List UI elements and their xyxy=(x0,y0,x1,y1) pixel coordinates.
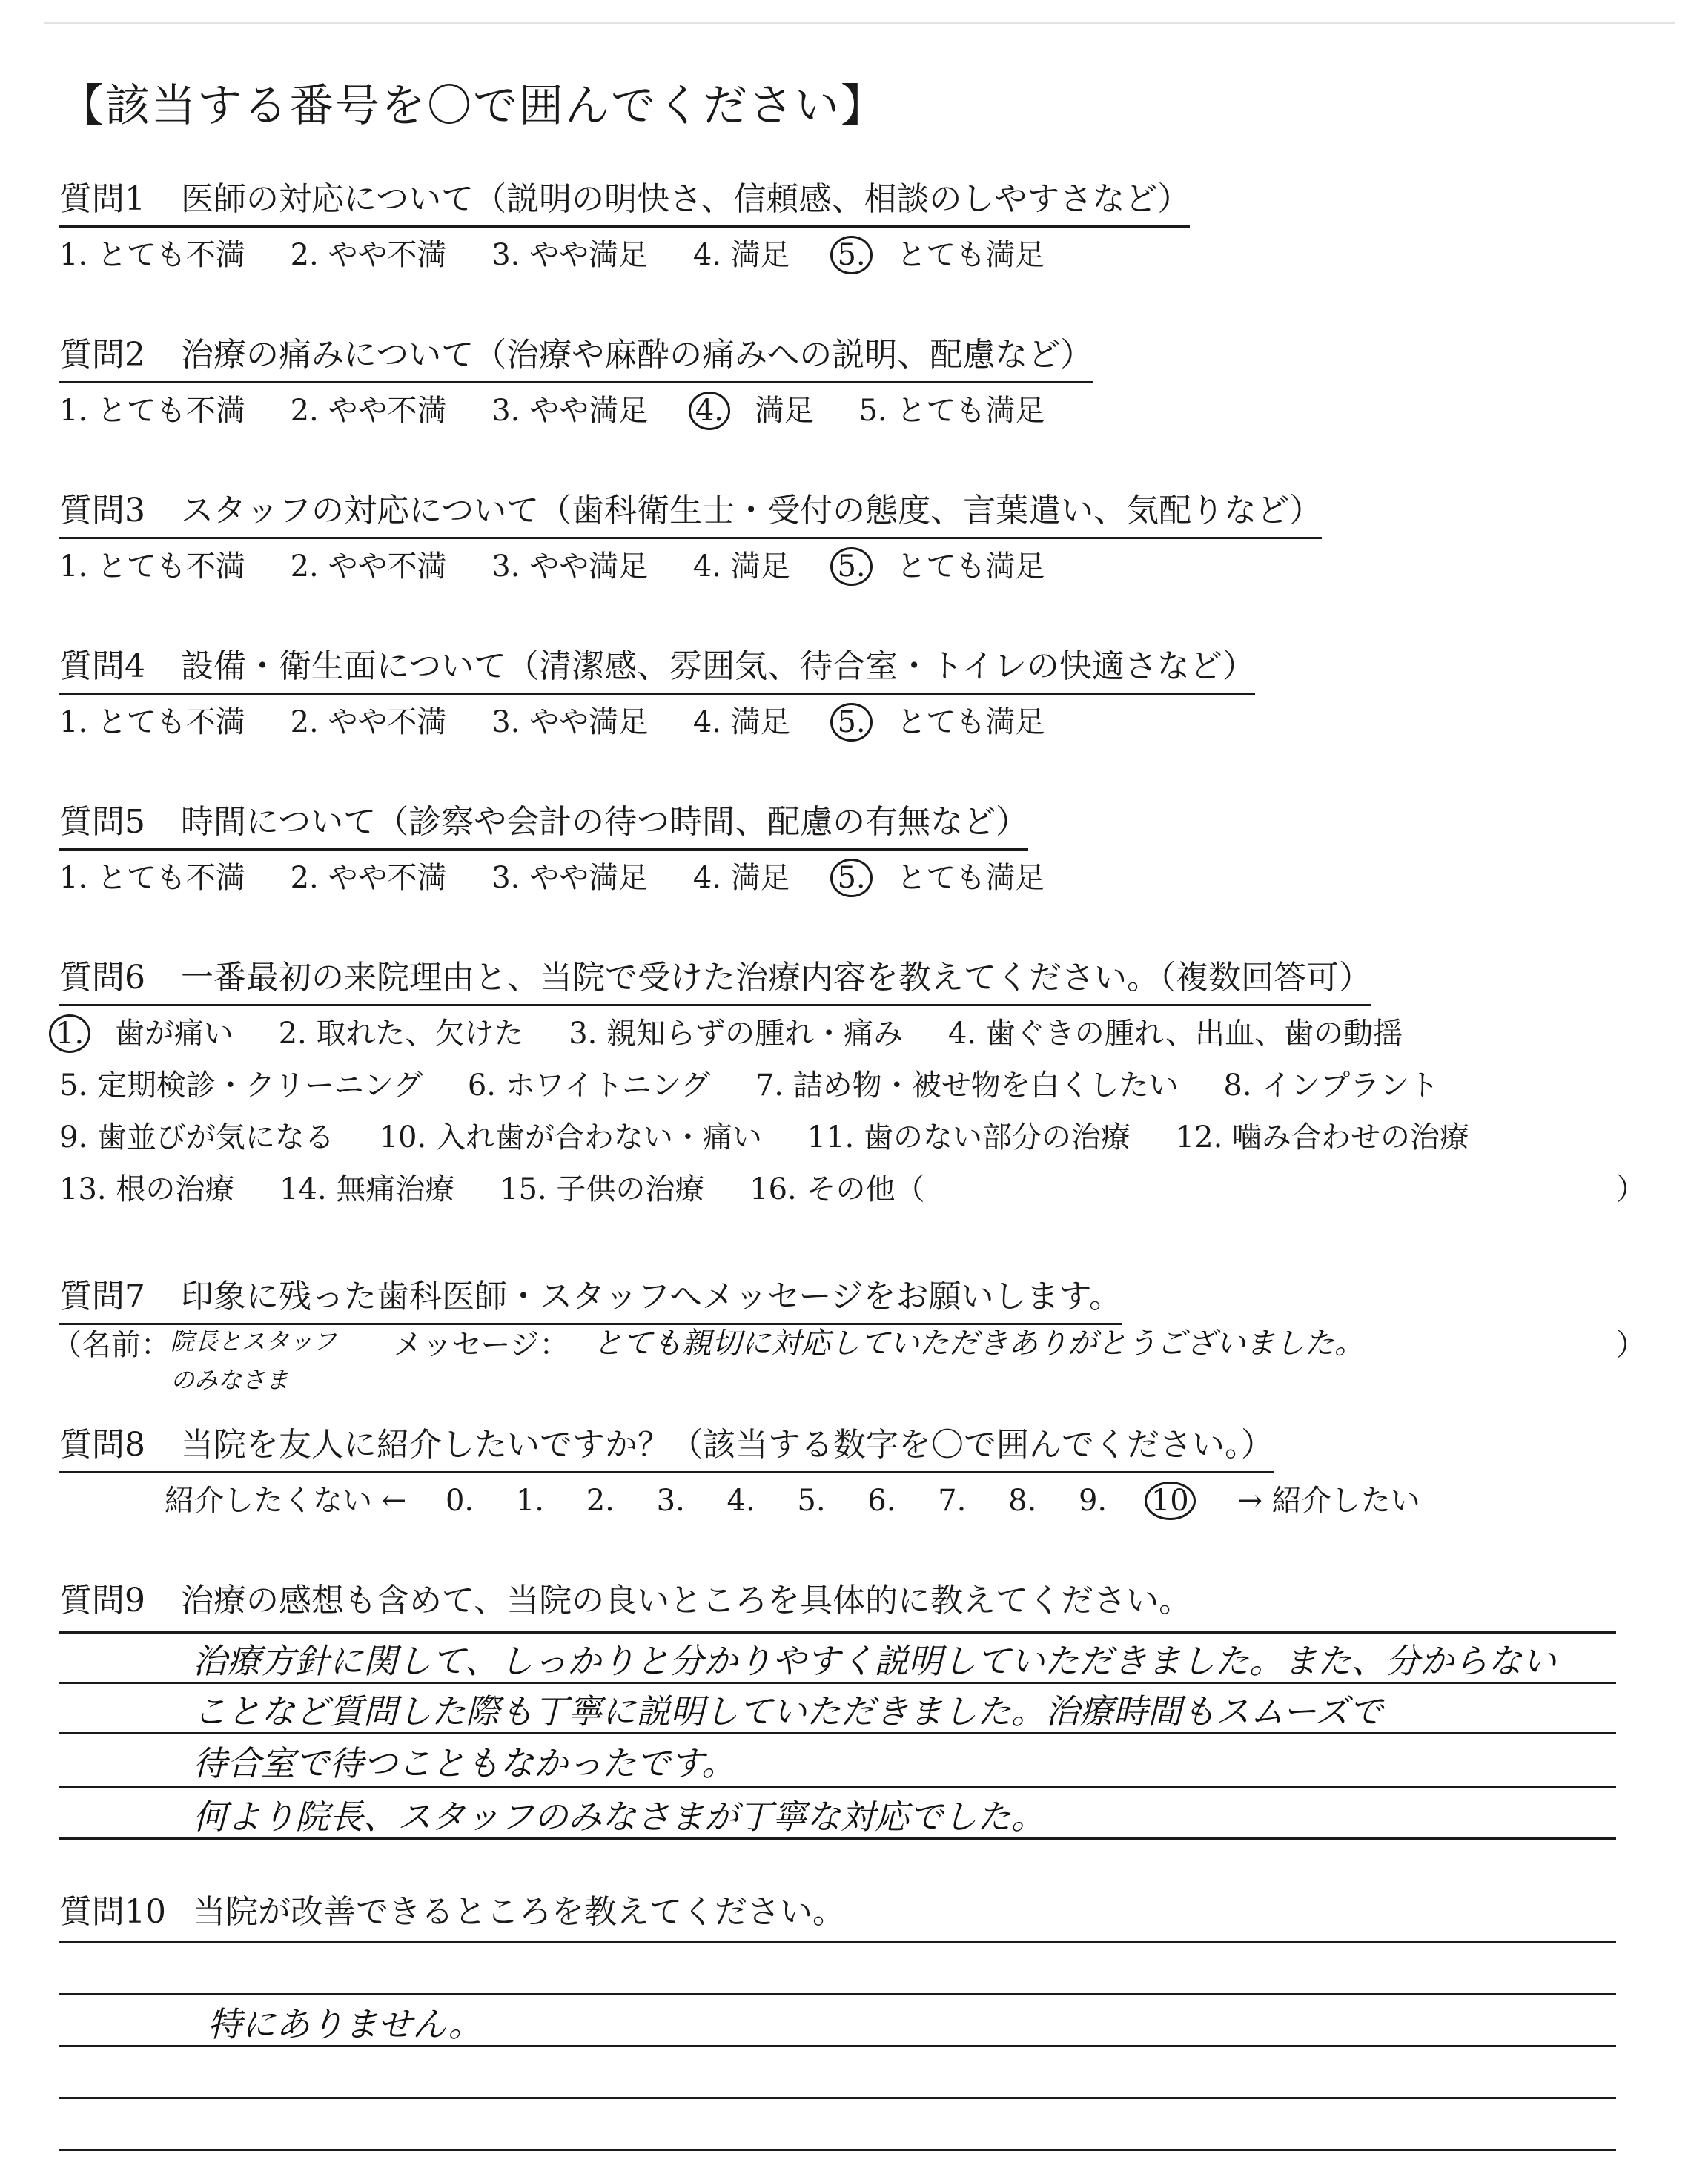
question-6-row-1 xyxy=(53,1010,1438,1053)
question-8-scale xyxy=(165,1477,1456,1520)
option-4[interactable]: 4. 満足 xyxy=(692,861,790,895)
page-title: 【該当する番号を〇で囲んでください】 xyxy=(59,80,887,132)
option-16[interactable]: 16. その他（ xyxy=(749,1172,925,1206)
question-1-options xyxy=(59,231,1080,274)
option-9[interactable]: 9. 歯並びが気になる xyxy=(59,1120,334,1155)
question-5-options xyxy=(59,854,1080,897)
question-2-number: 質問2 xyxy=(59,336,145,374)
message-close-paren: ） xyxy=(1616,1328,1646,1362)
question-6-row-2 xyxy=(59,1062,1474,1104)
scale-6[interactable]: 6. xyxy=(867,1484,896,1518)
option-12[interactable]: 12. 噛み合わせの治療 xyxy=(1175,1120,1470,1155)
option-11[interactable]: 11. 歯のない部分の治療 xyxy=(807,1120,1131,1155)
question-1-text: 医師の対応について（説明の明快さ、信頼感、相談のしやすさなど） xyxy=(181,180,1191,218)
scale-4[interactable]: 4. xyxy=(726,1484,755,1518)
question-7-title xyxy=(59,1269,1122,1325)
answer-line xyxy=(59,1631,1616,1634)
scale-3[interactable]: 3. xyxy=(656,1484,685,1518)
question-3-number: 質問3 xyxy=(59,492,145,529)
answer-line xyxy=(59,2149,1616,2151)
question-6-row-3 xyxy=(59,1114,1505,1156)
scale-9[interactable]: 9. xyxy=(1078,1484,1108,1518)
option-13[interactable]: 13. 根の治療 xyxy=(59,1172,235,1206)
message-label: メッセージ： xyxy=(393,1328,569,1362)
question-9-text: 治療の感想も含めて、当院の良いところを具体的に教えてください。 xyxy=(181,1582,1192,1619)
question-8-number: 質問8 xyxy=(59,1426,145,1464)
scale-8[interactable]: 8. xyxy=(1008,1484,1037,1518)
scale-10-circled[interactable]: 10 xyxy=(1145,1482,1196,1520)
answer-9-line-3[interactable]: 待合室で待つこともなかったです。 xyxy=(193,1743,736,1783)
option-1[interactable]: 1. とても不満 xyxy=(59,549,245,584)
option-5-circled[interactable]: 5. xyxy=(830,236,872,274)
option-1[interactable]: 1. とても不満 xyxy=(59,238,245,272)
question-3-options xyxy=(59,543,1080,586)
option-2[interactable]: 2. やや不満 xyxy=(290,549,447,584)
question-5-number: 質問5 xyxy=(59,803,145,841)
option-7[interactable]: 7. 詰め物・被せ物を白くしたい xyxy=(755,1069,1179,1103)
option-5-label: とても満足 xyxy=(896,238,1045,272)
option-1-label: 歯が痛い xyxy=(114,1017,234,1051)
question-10-title xyxy=(59,1885,845,1938)
option-6[interactable]: 6. ホワイトニング xyxy=(467,1069,711,1103)
option-1[interactable]: 1. とても不満 xyxy=(59,705,245,739)
question-2-title xyxy=(59,328,1093,383)
answer-line xyxy=(59,1837,1616,1840)
option-5-label: とても満足 xyxy=(896,549,1045,584)
answer-9-line-2[interactable]: ことなど質問した際も丁寧に説明していただきました。治療時間もスムーズで xyxy=(193,1691,1383,1731)
scale-right-label: → 紹介したい xyxy=(1237,1484,1420,1518)
option-3[interactable]: 3. 親知らずの腫れ・痛み xyxy=(569,1017,904,1051)
question-4-options xyxy=(59,698,1080,742)
question-6-title xyxy=(59,951,1371,1006)
question-8-title xyxy=(59,1418,1274,1473)
other-close-paren: ） xyxy=(1616,1172,1646,1206)
question-9-number: 質問9 xyxy=(59,1582,145,1619)
option-4[interactable]: 4. 歯ぐきの腫れ、出血、歯の動揺 xyxy=(947,1017,1403,1051)
answer-line xyxy=(59,1941,1616,1943)
top-border xyxy=(44,22,1675,24)
answer-10-line-2[interactable]: 特にありません。 xyxy=(208,2004,483,2044)
option-5[interactable]: 5. とても満足 xyxy=(858,394,1045,428)
option-4[interactable]: 4. 満足 xyxy=(692,705,790,739)
scale-2[interactable]: 2. xyxy=(586,1484,615,1518)
question-2-options xyxy=(59,387,1080,430)
answer-line xyxy=(59,1993,1616,1995)
question-7-number: 質問7 xyxy=(59,1278,145,1315)
question-2-text: 治療の痛みについて（治療や麻酔の痛みへの説明、配慮など） xyxy=(181,336,1093,374)
option-3[interactable]: 3. やや満足 xyxy=(491,549,649,584)
option-2[interactable]: 2. やや不満 xyxy=(290,705,447,739)
question-8-text: 当院を友人に紹介したいですか？（該当する数字を〇で囲んでください。） xyxy=(181,1426,1274,1464)
question-10-text: 当院が改善できるところを教えてください。 xyxy=(193,1893,845,1931)
name-value-line-1[interactable]: 院長とスタッフ xyxy=(171,1327,337,1355)
question-4-number: 質問4 xyxy=(59,647,145,685)
scale-left-label: 紹介したくない ← xyxy=(165,1484,407,1518)
question-4-title xyxy=(59,639,1255,695)
answer-line xyxy=(59,1732,1616,1734)
option-10[interactable]: 10. 入れ歯が合わない・痛い xyxy=(379,1120,762,1155)
option-14[interactable]: 14. 無痛治療 xyxy=(279,1172,455,1206)
question-10-number: 質問10 xyxy=(59,1893,166,1931)
question-6-row-4 xyxy=(59,1166,960,1208)
option-2[interactable]: 2. やや不満 xyxy=(290,238,447,272)
message-value[interactable]: とても親切に対応していただきありがとうございました。 xyxy=(593,1327,1364,1361)
scale-5[interactable]: 5. xyxy=(797,1484,826,1518)
question-1-number: 質問1 xyxy=(59,180,145,218)
option-4[interactable]: 4. 満足 xyxy=(692,238,790,272)
option-15[interactable]: 15. 子供の治療 xyxy=(500,1172,705,1206)
question-3-title xyxy=(59,483,1322,539)
question-3-text: スタッフの対応について（歯科衛生士・受付の態度、言葉遣い、気配りなど） xyxy=(181,492,1323,529)
question-9-title xyxy=(59,1573,1191,1627)
question-4-text: 設備・衛生面について（清潔感、雰囲気、待合室・トイレの快適さなど） xyxy=(181,647,1255,685)
option-5-circled[interactable]: 5. xyxy=(830,859,872,897)
option-1-circled[interactable]: 1. xyxy=(49,1014,90,1053)
option-1[interactable]: 1. とても不満 xyxy=(59,861,245,895)
option-2[interactable]: 2. やや不満 xyxy=(290,394,447,428)
name-value-line-2[interactable]: のみなさま xyxy=(171,1366,290,1394)
option-2[interactable]: 2. 取れた、欠けた xyxy=(278,1017,524,1051)
question-6-number: 質問6 xyxy=(59,959,145,997)
option-5-label: とても満足 xyxy=(896,861,1045,895)
scale-1[interactable]: 1. xyxy=(515,1484,545,1518)
answer-9-line-1[interactable]: 治療方針に関して、しっかりと分かりやすく説明していただきました。また、分からない xyxy=(193,1641,1557,1681)
option-5-circled[interactable]: 5. xyxy=(830,547,872,586)
option-5-circled[interactable]: 5. xyxy=(830,703,872,742)
option-5[interactable]: 5. 定期検診・クリーニング xyxy=(59,1069,423,1103)
option-8[interactable]: 8. インプラント xyxy=(1223,1069,1440,1103)
option-3[interactable]: 3. やや満足 xyxy=(491,394,649,428)
scale-0[interactable]: 0. xyxy=(445,1484,474,1518)
question-1-title xyxy=(59,172,1190,228)
option-3[interactable]: 3. やや満足 xyxy=(491,861,649,895)
option-4[interactable]: 4. 満足 xyxy=(692,549,790,584)
option-3[interactable]: 3. やや満足 xyxy=(491,238,649,272)
answer-line xyxy=(59,1682,1616,1684)
name-label: （名前： xyxy=(52,1328,171,1362)
option-3[interactable]: 3. やや満足 xyxy=(491,705,649,739)
answer-9-line-4[interactable]: 何より院長、スタッフのみなさまが丁寧な対応でした。 xyxy=(193,1797,1045,1837)
answer-line xyxy=(59,2045,1616,2047)
answer-line xyxy=(59,2097,1616,2099)
option-5-label: とても満足 xyxy=(896,705,1045,739)
question-7-text: 印象に残った歯科医師・スタッフへメッセージをお願いします。 xyxy=(181,1278,1122,1315)
option-4-label: 満足 xyxy=(754,394,814,428)
option-4-circled[interactable]: 4. xyxy=(689,392,730,430)
option-1[interactable]: 1. とても不満 xyxy=(59,394,245,428)
scale-7[interactable]: 7. xyxy=(938,1484,967,1518)
question-5-title xyxy=(59,795,1028,851)
question-5-text: 時間について（診察や会計の待つ時間、配慮の有無など） xyxy=(181,803,1029,841)
answer-line xyxy=(59,1786,1616,1788)
option-2[interactable]: 2. やや不満 xyxy=(290,861,447,895)
question-6-text: 一番最初の来院理由と、当院で受けた治療内容を教えてください。（複数回答可） xyxy=(181,959,1371,997)
